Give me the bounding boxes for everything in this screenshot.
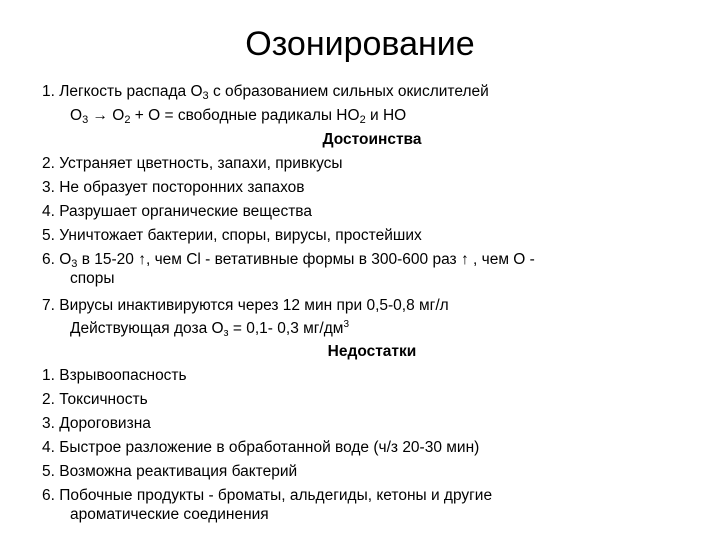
advantage-item: 2. Устраняет цветность, запахи, привкусы bbox=[42, 155, 343, 172]
reaction-subscript: 2 bbox=[124, 114, 131, 126]
dose-text: = 0,1- 0,3 мг/дм bbox=[228, 320, 344, 337]
disadvantage-item: 3. Дороговизна bbox=[42, 415, 151, 432]
disadvantage-item: 5. Возможна реактивация бактерий bbox=[42, 463, 298, 480]
disadvantage-item: 2. Токсичность bbox=[42, 391, 148, 408]
advantage-6-text-end: в 15-20 ↑, чем Cl - ветативные формы в 300-600 раз ↑ , чем О - bbox=[77, 251, 535, 268]
advantage-6-subscript: 3 bbox=[71, 258, 78, 270]
dose-text: Действующая доза О bbox=[70, 320, 224, 337]
disadvantage-item: 4. Быстрое разложение в обработанной воде (ч/з 20-30 мин) bbox=[42, 439, 480, 456]
item-1-text-end: с образованием сильных окислителей bbox=[208, 83, 489, 100]
reaction-part: О bbox=[70, 107, 83, 124]
slide-body bbox=[42, 80, 702, 522]
reaction-subscript: 3 bbox=[82, 114, 89, 126]
advantage-item: 7. Вирусы инактивируются через 12 мин при 0,5-0,8 мг/л bbox=[42, 297, 449, 314]
item-1-subscript: 3 bbox=[202, 90, 209, 102]
disadvantages-heading: Недостатки bbox=[327, 343, 417, 360]
disadvantage-item: 1. Взрывоопасность bbox=[42, 367, 187, 384]
item-1 bbox=[42, 80, 702, 104]
reaction-part: → О bbox=[88, 107, 125, 124]
advantage-item: 3. Не образует посторонних запахов bbox=[42, 179, 305, 196]
reaction-line bbox=[42, 104, 702, 128]
advantage-6-continuation: споры bbox=[70, 270, 115, 287]
reaction-part: + О = свободные радикалы НО bbox=[130, 107, 360, 124]
advantage-item: 5. Уничтожает бактерии, споры, вирусы, простейших bbox=[42, 227, 422, 244]
item-1-text: 1. Легкость распада О bbox=[42, 83, 203, 100]
reaction-part: и НО bbox=[365, 107, 407, 124]
advantage-item: 4. Разрушает органические вещества bbox=[42, 203, 312, 220]
slide-title: Озонирование bbox=[245, 25, 475, 63]
advantages-heading: Достоинства bbox=[322, 131, 422, 148]
disadvantage-item: 6. Побочные продукты - броматы, альдегиды, кетоны и другие bbox=[42, 487, 493, 504]
effective-dose-line bbox=[42, 318, 702, 339]
advantage-item bbox=[42, 248, 702, 272]
disadvantage-6-continuation: ароматические соединения bbox=[70, 506, 269, 523]
dose-superscript: 3 bbox=[343, 319, 350, 330]
dose-subscript: з bbox=[223, 327, 229, 339]
advantage-6-text: 6. О bbox=[42, 251, 72, 268]
reaction-subscript: 2 bbox=[359, 114, 366, 126]
